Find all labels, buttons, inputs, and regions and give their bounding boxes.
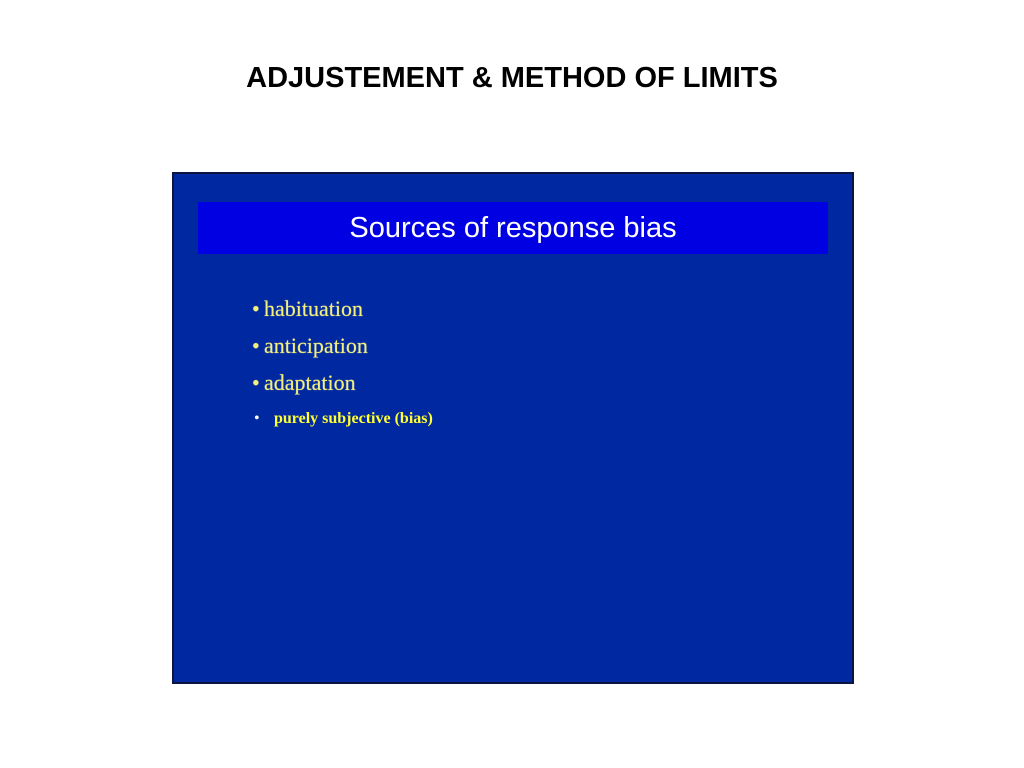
bullet-icon: • <box>252 296 260 321</box>
page-title: ADJUSTEMENT & METHOD OF LIMITS <box>246 62 778 94</box>
note-text: purely subjective (bias) <box>274 410 433 427</box>
bullet-text: adaptation <box>264 370 356 395</box>
bullet-item-adaptation <box>252 364 368 401</box>
bullet-item-anticipation <box>252 327 368 364</box>
bullet-icon: • <box>252 370 260 395</box>
bullet-text: habituation <box>264 296 363 321</box>
bullet-icon: • <box>254 410 260 427</box>
note-item-subjective-bias <box>254 410 433 428</box>
bullet-text: anticipation <box>264 333 368 358</box>
bullet-list <box>252 290 368 401</box>
slide-image <box>172 172 854 684</box>
bullet-icon: • <box>252 333 260 358</box>
slide-header: Sources of response bias <box>198 202 828 254</box>
bullet-item-habituation <box>252 290 368 327</box>
